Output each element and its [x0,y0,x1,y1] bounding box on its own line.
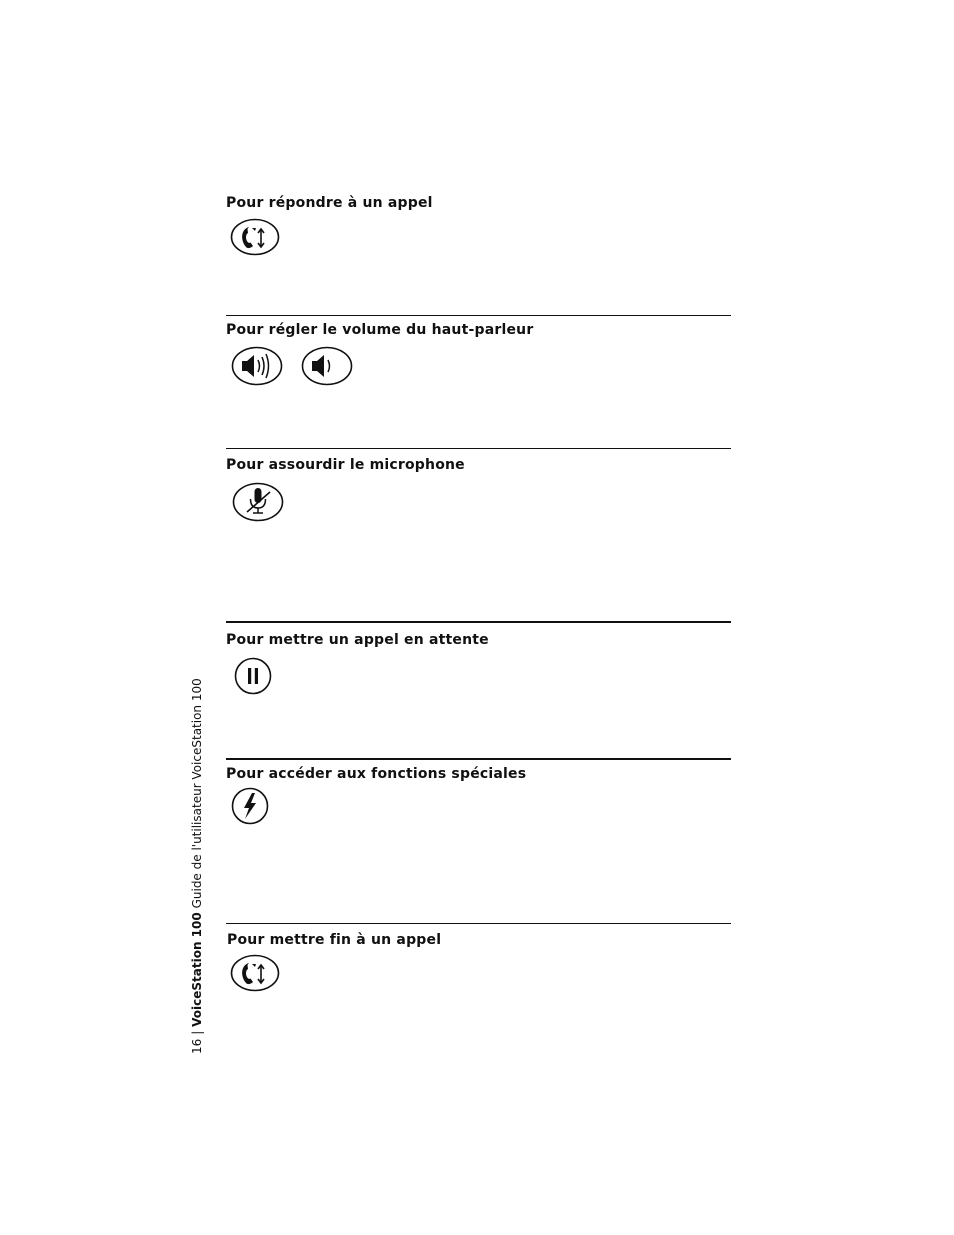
footer-separator: | [190,1030,204,1035]
mute-microphone-icon [232,482,284,522]
section-divider [226,315,731,316]
section-divider [226,923,731,924]
section-heading-mute-microphone: Pour assourdir le microphone [226,457,465,473]
page-footer [188,678,206,1054]
section-heading-special-functions: Pour accéder aux fonctions spéciales [226,766,527,782]
section-heading-hold-call: Pour mettre un appel en attente [226,632,489,648]
page-number: 16 [190,1038,204,1054]
phone-updown-icon [230,954,280,992]
phone-updown-icon [230,218,280,256]
section-heading-end-call: Pour mettre fin à un appel [227,932,442,948]
product-name: VoiceStation 100 [190,912,204,1027]
section-divider [226,621,731,623]
volume-up-icon [231,346,283,386]
section-divider [226,448,731,449]
section-heading-adjust-volume: Pour régler le volume du haut-parleur [226,322,534,338]
pause-icon [234,657,272,695]
section-divider [226,758,731,760]
section-heading-answer-call: Pour répondre à un appel [226,195,433,211]
volume-down-icon [301,346,353,386]
lightning-icon [231,787,269,825]
guide-title: Guide de l'utilisateur VoiceStation 100 [190,678,204,909]
